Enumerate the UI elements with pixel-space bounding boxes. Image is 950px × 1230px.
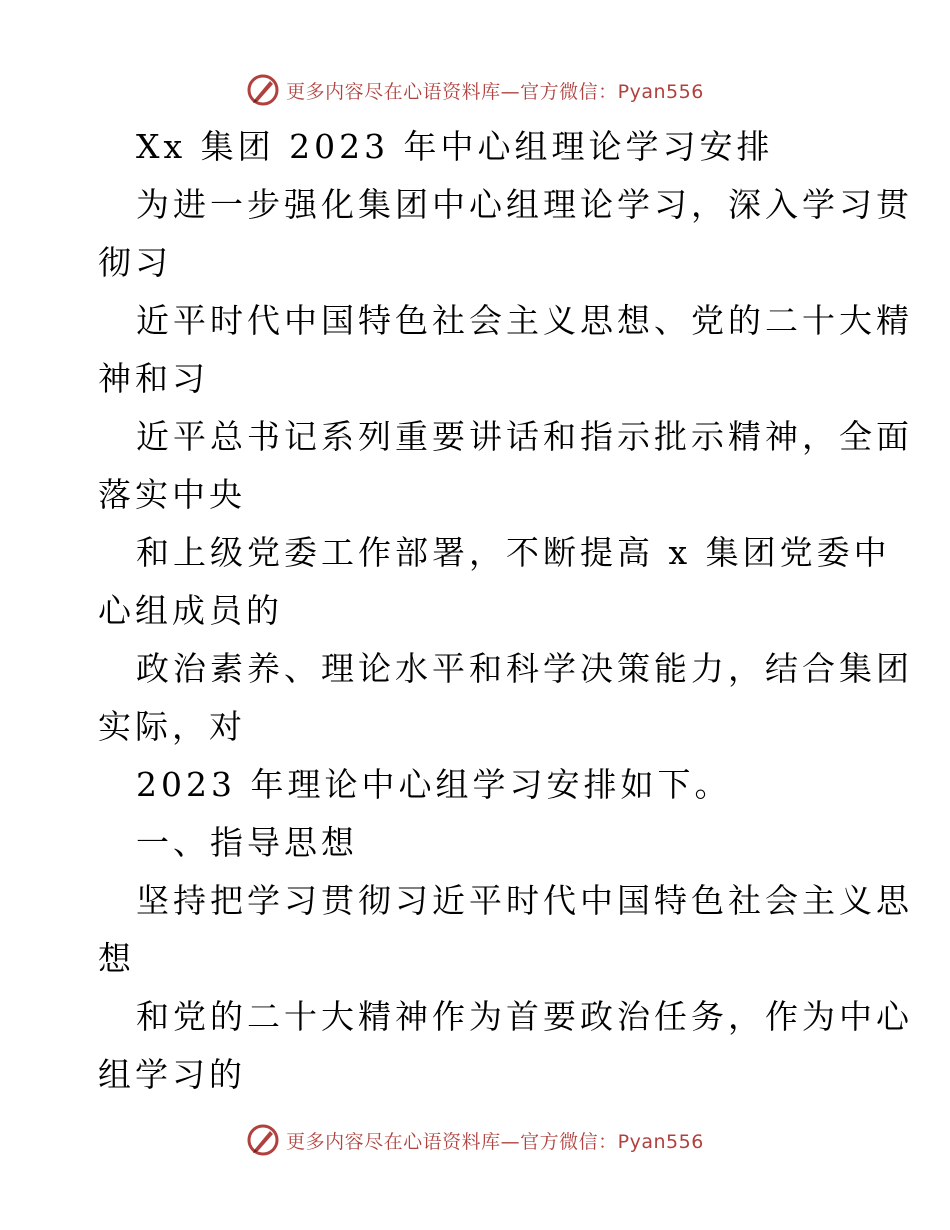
paragraph-line: 近平时代中国特色社会主义思想、党的二十大精 — [136, 301, 913, 340]
paragraph-line: 和党的二十大精神作为首要政治任务，作为中心 — [136, 997, 913, 1036]
footer-watermark-text: 更多内容尽在心语资料库—官方微信：Pyan556 — [286, 1130, 704, 1153]
document-body — [98, 118, 913, 1104]
header-watermark — [0, 70, 950, 110]
paragraph-line: 组学习的 — [98, 1055, 246, 1094]
paragraph-line: 为进一步强化集团中心组理论学习，深入学习贯 — [136, 185, 913, 224]
paragraph-line: 近平总书记系列重要讲话和指示批示精神，全面 — [136, 417, 913, 456]
paragraph-line: 神和习 — [98, 359, 209, 398]
footer-watermark — [0, 1120, 950, 1160]
paragraph-line: 想 — [98, 939, 135, 978]
paragraph-line: 实际，对 — [98, 707, 246, 746]
paragraph-line: 心组成员的 — [98, 591, 283, 630]
quill-pen-logo-icon — [246, 73, 280, 107]
header-watermark-text: 更多内容尽在心语资料库—官方微信：Pyan556 — [286, 80, 704, 103]
paragraph-line: 坚持把学习贯彻习近平时代中国特色社会主义思 — [136, 881, 913, 920]
paragraph-line: 和上级党委工作部署，不断提高 x 集团党委中 — [136, 533, 891, 572]
paragraph-line: 政治素养、理论水平和科学决策能力，结合集团 — [136, 649, 913, 688]
quill-pen-logo-icon — [246, 1123, 280, 1157]
paragraph-line: 落实中央 — [98, 475, 246, 514]
paragraph-line: 彻习 — [98, 243, 172, 282]
header-watermark-inner — [246, 73, 704, 107]
paragraph-line: 2023 年理论中心组学习安排如下。 — [136, 765, 732, 804]
document-title: Xx 集团 2023 年中心组理论学习安排 — [136, 127, 774, 166]
section-heading: 一、指导思想 — [136, 823, 358, 862]
footer-watermark-inner — [246, 1123, 704, 1157]
